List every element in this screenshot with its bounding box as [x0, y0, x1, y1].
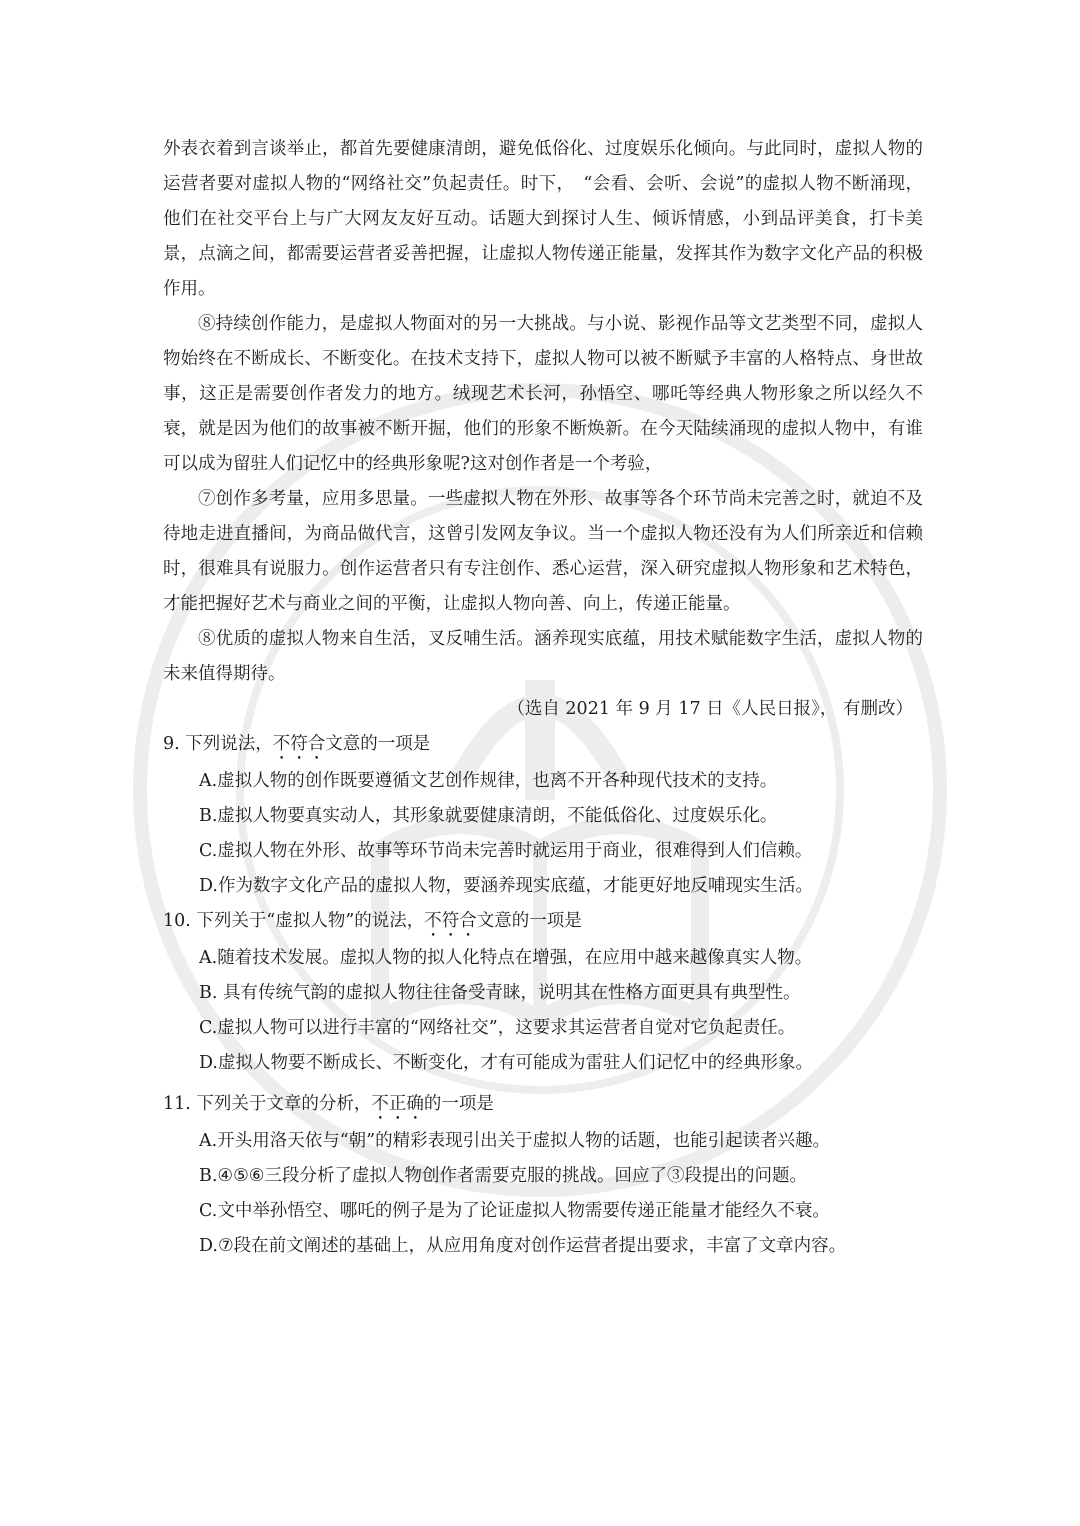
option-b: B. 具有传统气韵的虚拟人物往往备受青睐，说明其在性格方面更具有典型性。: [199, 983, 801, 1003]
option-a: A.虚拟人物的创作既要遵循文艺创作规律，也离不开各种现代技术的支持。: [199, 771, 778, 791]
question-10: [163, 904, 923, 1081]
question-11: [163, 1087, 923, 1264]
option-d: D.⑦段在前文阐述的基础上，从应用角度对创作运营者提出要求，丰富了文章内容。: [199, 1236, 847, 1256]
option-a: A.开头用洛天依与“朝”的精彩表现引出关于虚拟人物的话题，也能引起读者兴趣。: [199, 1131, 831, 1151]
question-stem: 11. 下列关于文章的分析，不正确的一项是: [163, 1094, 494, 1114]
option-a: A.随着技术发展。虚拟人物的拟人化特点在增强，在应用中越来越像真实人物。: [199, 948, 813, 968]
passage-paragraph-2: ⑧持续创作能力，是虚拟人物面对的另一大挑战。与小说、影视作品等文艺类型不同，虚拟人物始终在不断成长、不断变化。在技术支持下，虚拟人物可以被不断赋予丰富的人格特点、身世故事，这正是需要创作者发力的地方。绒现艺术长河，孙悟空、哪吒等经典人物形象之所以经久不衰，就是因为他们的故事被不断开掘，他们的形象不断焕新。在今天陆续涌现的虚拟人物中，有谁可以成为留驻人们记忆中的经典形象呢?这对创作者是一个考验，: [163, 314, 923, 474]
reading-passage: [163, 132, 923, 727]
exam-page: [163, 132, 923, 1264]
passage-paragraph-3: ⑦创作多考量，应用多思量。一些虚拟人物在外形、故事等各个环节尚未完善之时，就迫不及待地走进直播间，为商品做代言，这曾引发网友争议。当一个虚拟人物还没有为人们所亲近和信赖时，很难具有说服力。创作运营者只有专注创作、悉心运营，深入研究虚拟人物形象和艺术特色，才能把握好艺术与商业之间的平衡，让虚拟人物向善、向上，传递正能量。: [163, 489, 923, 614]
question-9: [163, 727, 923, 904]
option-b: B.虚拟人物要真实动人，其形象就要健康清朗，不能低俗化、过度娱乐化。: [199, 806, 778, 826]
option-b: B.④⑤⑥三段分析了虚拟人物创作者需要克服的挑战。回应了③段提出的问题。: [199, 1166, 807, 1186]
passage-source: （选自 2021 年 9 月 17 日《人民日报》， 有删改）: [507, 699, 913, 719]
emphasis-text: 不符合: [424, 911, 477, 931]
emphasis-text: 不符合: [272, 734, 326, 754]
option-c: C.虚拟人物在外形、故事等环节尚未完善时就运用于商业，很难得到人们信赖。: [199, 841, 813, 861]
question-stem: 9. 下列说法，不符合文意的一项是: [163, 734, 431, 754]
option-d: D.作为数字文化产品的虚拟人物，要涵养现实底蕴，才能更好地反哺现实生活。: [199, 876, 813, 896]
passage-paragraph-1: 外表衣着到言谈举止，都首先要健康清朗，避免低俗化、过度娱乐化倾向。与此同时，虚拟人物的运营者要对虚拟人物的“网络社交”负起责任。时下， “会看、会听、会说”的虚拟人物不断涌现，他们在社交平台上与广大网友友好互动。话题大到探讨人生、倾诉情感，小到品评美食，打卡美景，点滴之间，都需要运营者妥善把握，让虚拟人物传递正能量，发挥其作为数字文化产品的积极作用。: [163, 139, 923, 299]
option-d: D.虚拟人物要不断成长、不断变化，才有可能成为雷驻人们记忆中的经典形象。: [199, 1053, 813, 1073]
emphasis-text: 不正确: [371, 1094, 424, 1114]
passage-paragraph-4: ⑧优质的虚拟人物来自生活，叉反哺生活。涵养现实底蕴，用技术赋能数字生活，虚拟人物的未来值得期待。: [163, 629, 923, 684]
option-c: C.文中举孙悟空、哪吒的例子是为了论证虚拟人物需要传递正能量才能经久不衰。: [199, 1201, 830, 1221]
option-c: C.虚拟人物可以进行丰富的“网络社交”，这要求其运营者自觉对它负起责任。: [199, 1018, 796, 1038]
question-stem: 10. 下列关于“虚拟人物”的说法，不符合文意的一项是: [163, 911, 582, 931]
